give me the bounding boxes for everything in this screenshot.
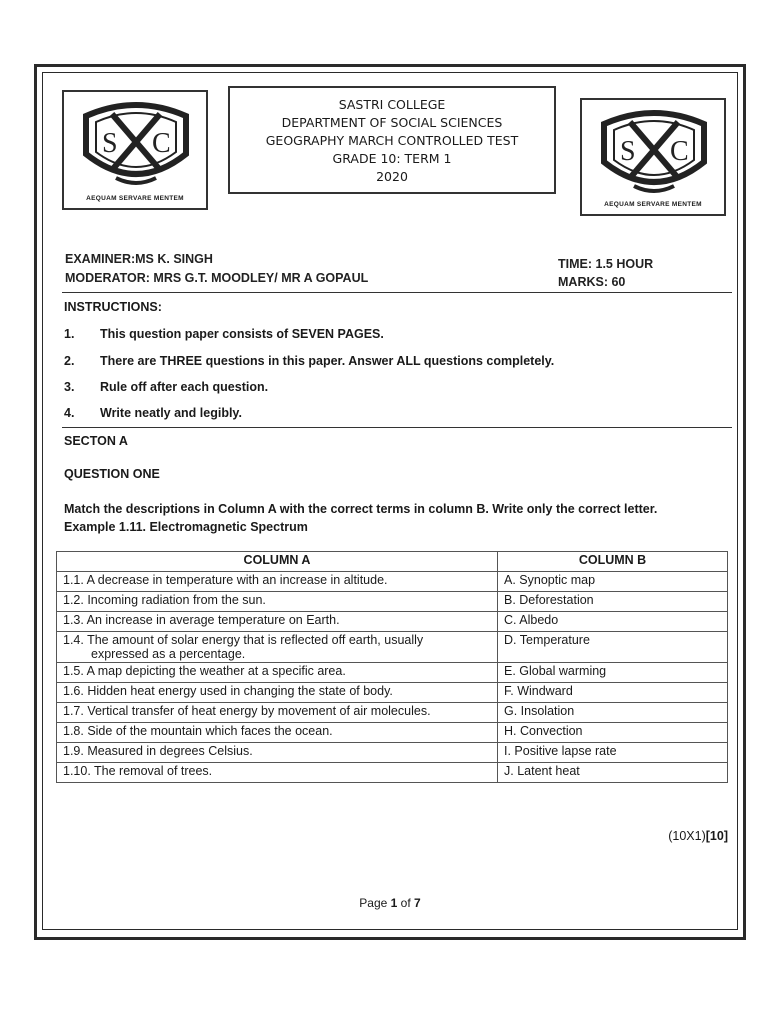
- page-number: Page 1 of 7: [359, 896, 421, 910]
- table-row: 1.5. A map depicting the weather at a specific area. E. Global warming: [57, 663, 728, 683]
- question-example: Example 1.11. Electromagnetic Spectrum: [64, 520, 308, 534]
- school-logo-right: [580, 98, 726, 216]
- table-row: 1.1. A decrease in temperature with an increase in altitude. A. Synoptic map: [57, 572, 728, 592]
- school-name: SASTRI COLLEGE: [338, 97, 446, 112]
- test-name: GEOGRAPHY MARCH CONTROLLED TEST: [265, 133, 519, 148]
- column-header: COLUMN B: [498, 552, 728, 572]
- moderator: MODERATOR: MRS G.T. MOODLEY/ MR A GOPAUL: [65, 271, 369, 285]
- instruction-item: 1. This question paper consists of SEVEN PAGES.: [64, 327, 384, 341]
- crest-icon: [590, 104, 718, 200]
- svg-text:S: S: [620, 136, 636, 167]
- instruction-item: 3. Rule off after each question.: [64, 380, 269, 394]
- instruction-item: 2. There are THREE questions in this paper. Answer ALL questions completely.: [64, 354, 555, 368]
- question-heading: QUESTION ONE: [64, 467, 160, 481]
- table-row: 1.10. The removal of trees. J. Latent heat: [57, 763, 728, 783]
- department-name: DEPARTMENT OF SOCIAL SCIENCES: [281, 115, 503, 130]
- divider: [62, 292, 732, 293]
- svg-text:C: C: [152, 128, 171, 159]
- table-row: 1.4. The amount of solar energy that is reflected off earth, usually expressed as a percentage. D. Temperature: [57, 632, 728, 663]
- year: 2020: [376, 169, 408, 184]
- svg-text:C: C: [670, 136, 689, 167]
- matching-table: [56, 551, 728, 783]
- title-box: [228, 86, 556, 194]
- table-row: 1.2. Incoming radiation from the sun. B. Deforestation: [57, 592, 728, 612]
- time-allowed: TIME: 1.5 HOUR: [558, 257, 654, 271]
- marks-allocation: (10X1)[10]: [668, 829, 728, 843]
- school-motto: AEQUAM SERVARE MENTEM: [604, 201, 702, 208]
- table-row: 1.7. Vertical transfer of heat energy by movement of air molecules. G. Insolation: [57, 703, 728, 723]
- total-marks: MARKS: 60: [558, 275, 626, 289]
- school-motto: AEQUAM SERVARE MENTEM: [86, 195, 184, 202]
- examiner: EXAMINER:MS K. SINGH: [65, 252, 213, 266]
- question-prompt: Match the descriptions in Column A with the correct terms in column B. Write only the correct letter.: [64, 502, 658, 516]
- table-row: 1.8. Side of the mountain which faces the ocean. H. Convection: [57, 723, 728, 743]
- instructions-heading: INSTRUCTIONS:: [64, 300, 162, 314]
- instruction-item: 4. Write neatly and legibly.: [64, 406, 242, 420]
- table-row: 1.9. Measured in degrees Celsius. I. Positive lapse rate: [57, 743, 728, 763]
- table-row: 1.3. An increase in average temperature on Earth. C. Albedo: [57, 612, 728, 632]
- table-row: 1.6. Hidden heat energy used in changing the state of body. F. Windward: [57, 683, 728, 703]
- school-logo-left: [62, 90, 208, 210]
- grade-term: GRADE 10: TERM 1: [332, 151, 452, 166]
- section-heading: SECTON A: [64, 434, 128, 448]
- divider: [62, 427, 732, 428]
- svg-text:S: S: [102, 128, 118, 159]
- column-header: COLUMN A: [57, 552, 498, 572]
- crest-icon: [72, 96, 200, 192]
